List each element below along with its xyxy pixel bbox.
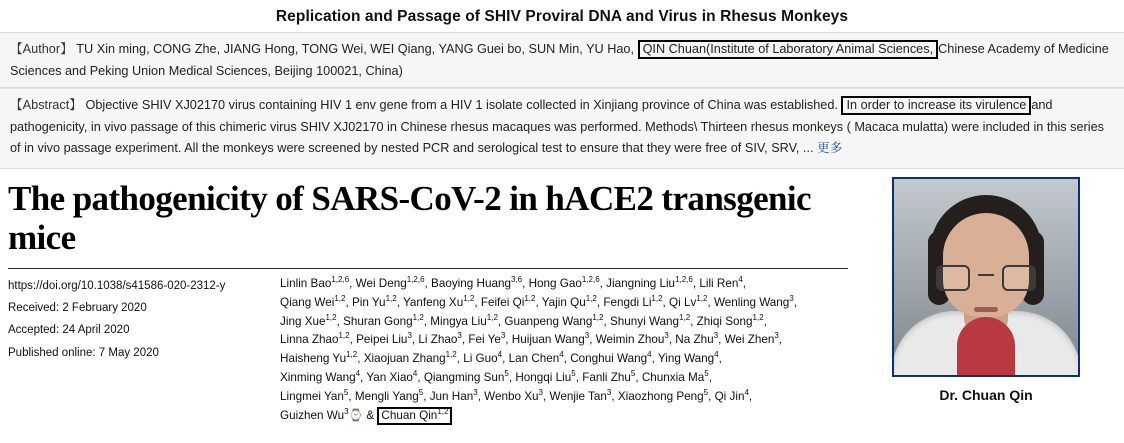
highlighted-author-affiliation-marks: 1,2 (437, 407, 449, 417)
author-line: Qiang Wei$^{1,2}$, Pin Yu$^{1,2}$, Yanfeng Xu$^{1,2}$, Feifei Qi$^{1,2}$, Yajin Qu$^{1,2}$, Fengdi Li$^{1,2}$, Qi Lv$^{1,2}$, Wenling Wang$^3$, (280, 293, 798, 309)
author-line: Guizhen Wu$^3$⌚ & (280, 407, 375, 423)
highlighted-corresponding-author (377, 407, 452, 424)
paper-header (0, 169, 1124, 426)
highlighted-author-affiliation: QIN Chuan(Institute of Laboratory Animal Sciences, (638, 40, 939, 59)
author-line: Haisheng Yu$^{1,2}$, Xiaojuan Zhang$^{1,2}$, Li Guo$^4$, Lan Chen$^4$, Conghui Wang$^4$, Ying Wang$^4$, (280, 350, 722, 366)
abstract-label: 【Abstract】 (10, 97, 82, 112)
highlighted-abstract-phrase: In order to increase its virulence (841, 96, 1031, 115)
author-line: Xinming Wang$^4$, Yan Xiao$^4$, Qiangming Sun$^5$, Hongqi Liu$^5$, Fanli Zhu$^5$, Chunxia Ma$^5$, (280, 369, 712, 385)
author-line: Lingmei Yan$^5$, Mengli Yang$^5$, Jun Han$^3$, Wenbo Xu$^3$, Wenjie Tan$^3$, Xiaozhong Peng$^5$, Qi Jin$^4$, (280, 388, 753, 404)
glasses-icon (1002, 265, 1036, 291)
paper-meta-column (8, 275, 280, 427)
portrait-panel (864, 177, 1094, 403)
abstract-text-post: and pathogenicity, in vivo passage of this chimeric virus SHIV XJ02170 in Chinese rhesus macaques was performed. Methods\ Thirteen rhesus monkeys ( Macaca mulatta) were included in this series of in vivo passage experiment. All the monkeys were screened by nested PCR and serological test to ensure that they were free of SIV, SRV, ... (10, 97, 1104, 156)
doi-link[interactable]: https://doi.org/10.1038/s41586-020-2312-y (8, 279, 226, 292)
glasses-icon (936, 265, 970, 291)
record-abstract-block (0, 88, 1124, 170)
record-title: Replication and Passage of SHIV Proviral DNA and Virus in Rhesus Monkeys (275, 8, 849, 25)
paper-title: The pathogenicity of SARS-CoV-2 in hACE2 transgenic mice (8, 179, 811, 258)
received-date: Received: 2 February 2020 (8, 302, 147, 315)
paper-author-list (280, 275, 864, 427)
published-date: Published online: 7 May 2020 (8, 346, 159, 359)
author-list-post: Chinese Academy of Medicine Sciences and Peking Union Medical Sciences, Beijing 100021, China) (10, 42, 1109, 78)
author-line: Linna Zhao$^{1,2}$, Peipei Liu$^3$, Li Zhao$^3$, Fei Ye$^3$, Huijuan Wang$^3$, Weimin Zhou$^3$, Na Zhu$^3$, Wei Zhen$^3$, (280, 331, 783, 347)
accepted-date: Accepted: 24 April 2020 (8, 324, 130, 337)
portrait-photo (892, 177, 1080, 377)
portrait-caption: Dr. Chuan Qin (939, 387, 1033, 404)
highlighted-author-name: Chuan Qin (381, 409, 438, 423)
author-line-last (280, 407, 864, 426)
more-link[interactable]: 更多 (817, 141, 843, 156)
author-list-pre: TU Xin ming, CONG Zhe, JIANG Hong, TONG Wei, WEI Qiang, YANG Guei bo, SUN Min, YU Hao, (76, 42, 635, 56)
author-label: 【Author】 (10, 42, 73, 56)
record-author-block (0, 32, 1124, 88)
author-line: Linlin Bao$^{1,2,6}$, Wei Deng$^{1,2,6}$, Baoying Huang$^{3,6}$, Hong Gao$^{1,2,6}$, Jiangning Liu$^{1,2,6}$, Lili Ren$^4$, (280, 274, 747, 290)
abstract-text-pre: Objective SHIV XJ02170 virus containing HIV 1 env gene from a HIV 1 isolate collected in Xinjiang province of China was established. (85, 97, 838, 112)
paper-divider (8, 268, 848, 269)
paper-left-column (0, 177, 864, 426)
author-line: Jing Xue$^{1,2}$, Shuran Gong$^{1,2}$, Mingya Liu$^{1,2}$, Guanpeng Wang$^{1,2}$, Shunyi Wang$^{1,2}$, Zhiqi Song$^{1,2}$, (280, 312, 767, 328)
